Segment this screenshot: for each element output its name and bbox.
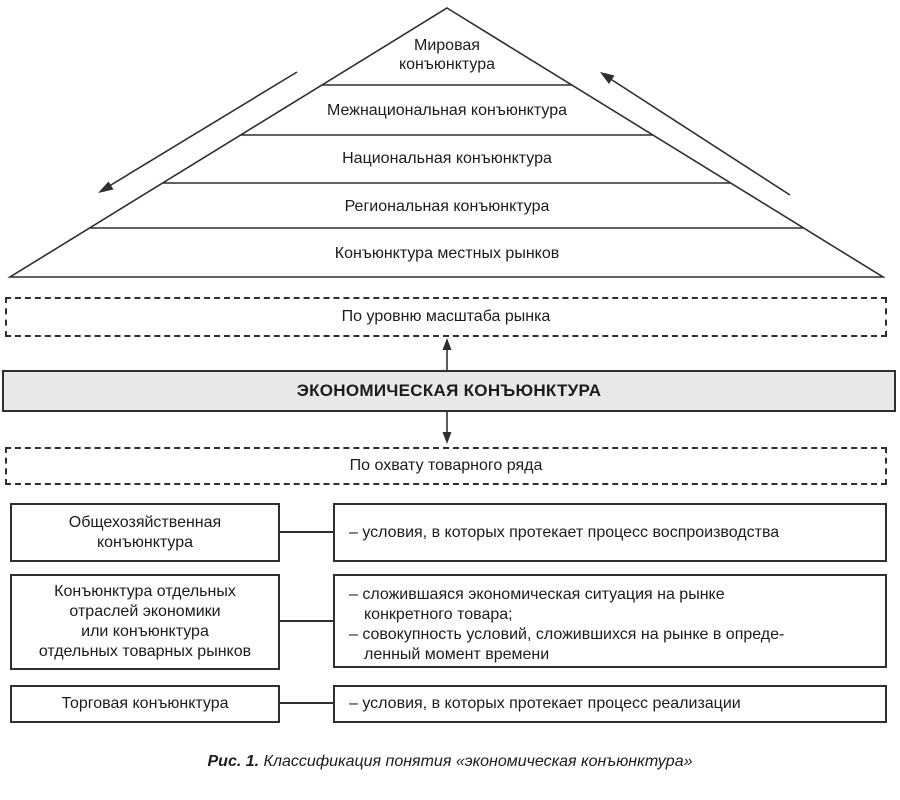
pyramid-level-regional: Региональная конъюнктура bbox=[344, 198, 550, 215]
pyramid-level-international: Межнациональная конъюнктура bbox=[327, 102, 567, 119]
pyramid-level-local-markets: Конъюнктура местных рынков bbox=[334, 245, 560, 262]
central-concept-label: ЭКОНОМИЧЕСКАЯ КОНЪЮНКТУРА bbox=[296, 381, 602, 400]
term-line: Торговая конъюнктура bbox=[61, 695, 229, 712]
figure-caption bbox=[0, 753, 900, 771]
term-line: отраслей экономики bbox=[69, 603, 221, 620]
definition-line: конкретного товара; bbox=[364, 606, 513, 623]
term-line: или конъюнктура bbox=[81, 623, 209, 640]
term-box-sector-markets bbox=[10, 574, 280, 670]
definition-line: – совокупность условий, сложившихся на рынке в опреде- bbox=[349, 626, 785, 643]
term-line: отдельных товарных рынков bbox=[38, 643, 252, 660]
product-axis-box bbox=[5, 447, 887, 485]
term-line: Конъюнктура отдельных bbox=[54, 583, 236, 600]
definition-line: ленный момент времени bbox=[364, 646, 550, 663]
definition-line: – условия, в которых протекает процесс воспроизводства bbox=[349, 523, 780, 541]
central-concept-box bbox=[2, 370, 896, 412]
definition-line: – сложившаяся экономическая ситуация на рынке bbox=[349, 586, 725, 603]
arrow-up-icon bbox=[443, 338, 452, 370]
definition-box-general-economic bbox=[333, 503, 887, 562]
scale-axis-box bbox=[5, 297, 887, 337]
figure-caption-text: Классификация понятия «экономическая конъюнктура» bbox=[263, 753, 693, 770]
term-line: конъюнктура bbox=[96, 533, 194, 551]
arrow-down-icon bbox=[443, 412, 452, 444]
definition-line: – условия, в которых протекает процесс реализации bbox=[349, 695, 741, 712]
term-box-general-economic bbox=[10, 503, 280, 562]
product-axis-label: По охвату товарного ряда bbox=[349, 457, 543, 474]
definition-box-sector-markets bbox=[333, 574, 887, 668]
scale-axis-label: По уровню масштаба рынка bbox=[341, 308, 551, 325]
term-box-trade bbox=[10, 685, 280, 723]
up-flow-arrow-icon bbox=[600, 72, 790, 195]
term-line: Общехозяйственная bbox=[68, 513, 222, 531]
pyramid-level-national: Национальная конъюнктура bbox=[342, 150, 552, 167]
row-connectors bbox=[280, 532, 333, 703]
pyramid-level-world: Мировая конъюнктура bbox=[398, 37, 496, 73]
down-flow-arrow-icon bbox=[98, 72, 297, 193]
definition-box-trade bbox=[333, 685, 887, 723]
figure-caption-number: Рис. 1. bbox=[207, 753, 260, 770]
